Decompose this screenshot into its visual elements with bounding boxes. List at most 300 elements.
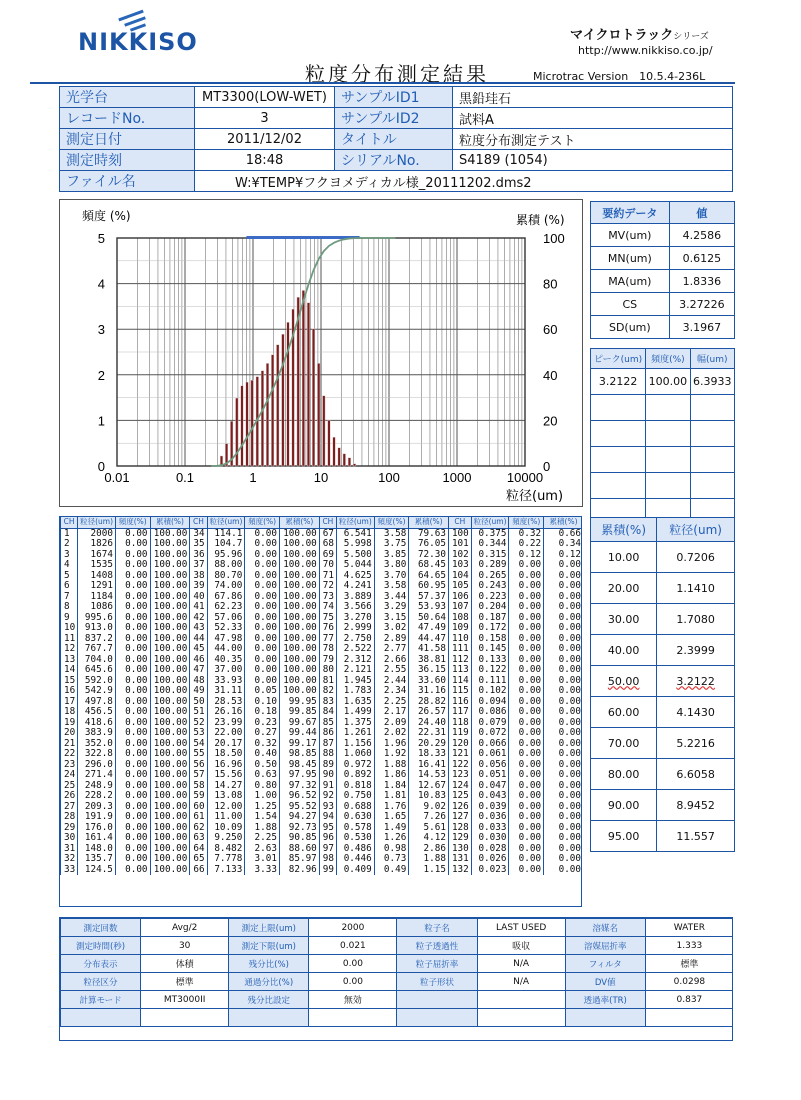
table-cell: 0.00 (115, 865, 150, 876)
histogram-bar (328, 420, 331, 466)
table-cell: 2.63 (245, 844, 280, 855)
histogram-bar (241, 386, 244, 466)
table-cell: 3.33 (245, 865, 280, 876)
histogram-bar (343, 454, 346, 466)
file-value: W:¥TEMP¥フクヨメディカル様_20111202.dms2 (195, 171, 733, 192)
table-cell: 418.6 (78, 718, 116, 729)
table-cell: 100.00 (150, 728, 190, 739)
record-value: 3 (195, 108, 335, 129)
settings-value: Avg/2 (141, 919, 229, 937)
table-cell: 0.102 (471, 686, 509, 697)
table-cell: 0.00 (509, 613, 544, 624)
table-cell: 8.482 (207, 844, 245, 855)
summary-value: 1.8336 (669, 270, 734, 293)
table-cell: 37 (190, 560, 207, 571)
table-cell: 60.95 (409, 581, 449, 592)
table-cell: 97.32 (279, 781, 319, 792)
settings-label (229, 1009, 309, 1027)
table-cell: 0.00 (509, 655, 544, 666)
table-cell: 56 (190, 760, 207, 771)
table-cell: 0.49 (374, 865, 409, 876)
cumulative-h2: 粒径(um) (657, 518, 735, 542)
table-cell: 119 (448, 728, 471, 739)
table-cell: 16.96 (207, 760, 245, 771)
table-cell: 0.00 (245, 644, 280, 655)
table-row (61, 707, 583, 718)
table-cell: 121 (448, 749, 471, 760)
settings-row (61, 955, 734, 973)
title-label: タイトル (335, 129, 453, 150)
histogram-bar (246, 382, 249, 466)
table-cell: 0.00 (245, 655, 280, 666)
table-cell: 1826 (78, 539, 116, 550)
channel-header-cell: 累積(%) (409, 517, 449, 528)
table-cell: 15.56 (207, 770, 245, 781)
table-cell: 18.50 (207, 749, 245, 760)
settings-label: 通過分比(%) (229, 973, 309, 991)
table-cell: 59 (190, 791, 207, 802)
histogram-bar (338, 448, 341, 466)
table-cell: 13.08 (207, 791, 245, 802)
table-cell: 96 (319, 833, 336, 844)
table-cell: 0.00 (115, 802, 150, 813)
table-cell: 0.051 (471, 770, 509, 781)
table-cell: 0.023 (471, 865, 509, 876)
summary-label: SD(um) (591, 316, 670, 339)
table-cell: 100.00 (150, 592, 190, 603)
table-cell: 0.00 (245, 528, 280, 539)
cumulative-percent: 40.00 (591, 635, 657, 666)
table-cell: 0.22 (509, 539, 544, 550)
settings-label: 透過率(TR) (565, 991, 645, 1009)
table-cell: 33 (61, 865, 78, 876)
table-cell: 100.00 (279, 560, 319, 571)
table-cell: 1.375 (336, 718, 374, 729)
table-cell: 191.9 (78, 812, 116, 823)
settings-label: 粒子透過性 (397, 937, 477, 955)
table-cell: 0.00 (544, 613, 582, 624)
peak-row-empty (591, 395, 735, 421)
table-cell: 98.85 (279, 749, 319, 760)
table-cell: 100.00 (150, 602, 190, 613)
table-cell: 0.158 (471, 634, 509, 645)
table-cell: 100.00 (150, 613, 190, 624)
table-cell: 114 (448, 676, 471, 687)
peak-table (590, 348, 735, 525)
table-cell: 112 (448, 655, 471, 666)
table-cell: 61 (190, 812, 207, 823)
table-cell: 2.522 (336, 644, 374, 655)
table-cell: 2.55 (374, 665, 409, 676)
table-cell: 76.05 (409, 539, 449, 550)
table-cell: 100.00 (150, 571, 190, 582)
settings-value: 無効 (309, 991, 397, 1009)
table-cell: 41.58 (409, 644, 449, 655)
table-cell: 50.64 (409, 613, 449, 624)
table-cell: 0.315 (471, 550, 509, 561)
table-cell: 67 (319, 528, 336, 539)
table-cell: 0.00 (245, 665, 280, 676)
table-cell: 9.250 (207, 833, 245, 844)
table-cell: 100.00 (150, 581, 190, 592)
table-cell: 0.00 (115, 707, 150, 718)
y2-tick-label: 20 (543, 413, 558, 429)
table-cell: 19 (61, 718, 78, 729)
table-cell: 0.00 (115, 655, 150, 666)
channel-header-cell: CH (319, 517, 336, 528)
table-cell: 10 (61, 623, 78, 634)
table-cell: 0.00 (509, 634, 544, 645)
table-cell: 0.00 (509, 718, 544, 729)
cumulative-row (591, 604, 735, 635)
histogram-bar (302, 290, 305, 466)
cumulative-row (591, 666, 735, 697)
settings-value: 1.333 (645, 937, 733, 955)
table-cell: 1.635 (336, 697, 374, 708)
table-cell: 2.25 (245, 833, 280, 844)
table-cell: 1.25 (245, 802, 280, 813)
cumulative-percent: 10.00 (591, 542, 657, 573)
table-cell: 0.00 (509, 665, 544, 676)
settings-value: 0.0298 (645, 973, 733, 991)
table-cell: 88.00 (207, 560, 245, 571)
table-cell: 91 (319, 781, 336, 792)
table-cell: 36 (190, 550, 207, 561)
table-cell: 4.241 (336, 581, 374, 592)
table-cell: 248.9 (78, 781, 116, 792)
nikkiso-logo: NIKKISO (78, 28, 198, 56)
summary-value: 3.27226 (669, 293, 734, 316)
settings-label: 粒径区分 (61, 973, 141, 991)
table-cell: 2000 (78, 528, 116, 539)
left-axis-label: 頻度 (%) (82, 209, 131, 223)
table-cell: 704.0 (78, 655, 116, 666)
table-row (61, 623, 583, 634)
table-cell: 228.2 (78, 791, 116, 802)
table-cell: 0.00 (509, 644, 544, 655)
table-cell: 3.889 (336, 592, 374, 603)
y2-tick-label: 40 (543, 367, 558, 383)
table-cell: 125 (448, 791, 471, 802)
cumulative-size: 2.3999 (657, 635, 735, 666)
info-table (59, 86, 733, 192)
settings-label: 溶媒屈折率 (565, 937, 645, 955)
cumulative-row (591, 573, 735, 604)
table-cell: 100.00 (279, 644, 319, 655)
summary-row (591, 270, 735, 293)
y2-tick-label: 100 (543, 231, 565, 246)
table-cell: 124 (448, 781, 471, 792)
table-cell: 7.26 (409, 812, 449, 823)
brand-main: マイクロトラック (570, 28, 674, 43)
table-cell: 0.00 (544, 686, 582, 697)
table-cell: 44 (190, 634, 207, 645)
table-cell: 0.972 (336, 760, 374, 771)
table-cell: 82.96 (279, 865, 319, 876)
table-cell: 0.23 (245, 718, 280, 729)
settings-value: 吸収 (477, 937, 565, 955)
settings-label: 粒子名 (397, 919, 477, 937)
table-cell: 0.00 (245, 581, 280, 592)
channel-header-cell: CH (61, 517, 78, 528)
table-cell: 0.688 (336, 802, 374, 813)
cumulative-percent: 80.00 (591, 759, 657, 790)
table-cell: 47.98 (207, 634, 245, 645)
table-cell: 0.00 (544, 802, 582, 813)
x-tick-label: 100 (378, 470, 400, 485)
table-cell: 108 (448, 613, 471, 624)
table-cell: 94.27 (279, 812, 319, 823)
histogram-bar (236, 398, 239, 466)
channel-header-cell: CH (448, 517, 471, 528)
settings-label: 測定上限(um) (229, 919, 309, 937)
table-cell: 0.00 (544, 760, 582, 771)
settings-value: MT3000II (141, 991, 229, 1009)
table-cell: 0.00 (509, 802, 544, 813)
table-cell: 1184 (78, 592, 116, 603)
table-cell: 0.05 (245, 686, 280, 697)
table-cell: 117 (448, 707, 471, 718)
table-cell: 0.00 (509, 697, 544, 708)
table-cell: 1.81 (374, 791, 409, 802)
table-cell: 100.00 (279, 539, 319, 550)
table-row (61, 770, 583, 781)
table-cell: 44.47 (409, 634, 449, 645)
table-cell: 383.9 (78, 728, 116, 739)
table-cell: 0.145 (471, 644, 509, 655)
table-cell: 97 (319, 844, 336, 855)
table-cell: 0.00 (544, 665, 582, 676)
table-cell: 0.00 (245, 592, 280, 603)
y-tick-label: 3 (97, 322, 105, 338)
x-tick-label: 10 (313, 470, 329, 485)
table-cell: 352.0 (78, 739, 116, 750)
table-cell: 100.00 (150, 665, 190, 676)
table-cell: 0.223 (471, 592, 509, 603)
table-cell: 100.00 (150, 739, 190, 750)
table-cell: 100.00 (150, 697, 190, 708)
table-cell: 0.00 (509, 560, 544, 571)
cumulative-size: 8.9452 (657, 790, 735, 821)
optics-label: 光学台 (60, 87, 195, 108)
table-cell: 0.00 (509, 770, 544, 781)
table-cell: 0.056 (471, 760, 509, 771)
table-cell: 0.00 (544, 634, 582, 645)
channel-header-cell: 累積(%) (279, 517, 319, 528)
table-cell: 296.0 (78, 760, 116, 771)
table-cell: 77 (319, 634, 336, 645)
table-cell: 15 (61, 676, 78, 687)
table-cell: 1 (61, 528, 78, 539)
table-cell: 90 (319, 770, 336, 781)
summary-body (591, 224, 735, 339)
cumulative-body (591, 542, 735, 852)
table-cell: 14 (61, 665, 78, 676)
table-cell: 26.16 (207, 707, 245, 718)
table-cell: 118 (448, 718, 471, 729)
table-cell: 0.00 (544, 749, 582, 760)
table-cell: 2.121 (336, 665, 374, 676)
table-cell: 11 (61, 634, 78, 645)
table-cell: 99.85 (279, 707, 319, 718)
table-cell: 105 (448, 581, 471, 592)
table-cell: 0.00 (544, 560, 582, 571)
table-cell: 0.00 (115, 833, 150, 844)
table-cell: 64.65 (409, 571, 449, 582)
table-cell: 0.10 (245, 697, 280, 708)
table-cell: 52.33 (207, 623, 245, 634)
table-cell: 3.01 (245, 854, 280, 865)
table-cell: 100.00 (279, 634, 319, 645)
summary-header (591, 202, 735, 224)
time-value: 18:48 (195, 150, 335, 171)
table-cell: 104 (448, 571, 471, 582)
table-cell: 0.00 (115, 623, 150, 634)
settings-label: 測定時間(秒) (61, 937, 141, 955)
table-cell: 1.261 (336, 728, 374, 739)
table-cell: 0.80 (245, 781, 280, 792)
table-cell: 80.70 (207, 571, 245, 582)
table-cell: 100.00 (279, 686, 319, 697)
table-cell: 0.00 (509, 728, 544, 739)
table-cell: 100.00 (150, 760, 190, 771)
table-cell: 100.00 (150, 833, 190, 844)
table-cell: 0.033 (471, 823, 509, 834)
peak-h1: ピーク(um) (591, 349, 646, 369)
table-cell: 8 (61, 602, 78, 613)
settings-panel (59, 917, 733, 1041)
date-label: 測定日付 (60, 129, 195, 150)
table-cell: 0.00 (115, 791, 150, 802)
table-cell: 0.00 (509, 686, 544, 697)
table-cell: 1.88 (374, 760, 409, 771)
table-cell: 48 (190, 676, 207, 687)
time-label: 測定時刻 (60, 150, 195, 171)
table-cell: 100 (448, 528, 471, 539)
table-cell: 0.00 (544, 791, 582, 802)
table-cell: 20 (61, 728, 78, 739)
table-cell: 22 (61, 749, 78, 760)
channel-header-cell: 粒径(um) (207, 517, 245, 528)
y2-tick-label: 80 (543, 276, 558, 292)
table-row (61, 644, 583, 655)
settings-label (397, 1009, 477, 1027)
chart-svg (60, 200, 582, 506)
settings-value (477, 1009, 565, 1027)
table-cell: 0.32 (509, 528, 544, 539)
table-cell: 0.00 (245, 623, 280, 634)
peak-row (591, 369, 735, 395)
settings-label (61, 1009, 141, 1027)
table-cell: 26.57 (409, 707, 449, 718)
table-cell: 0.172 (471, 623, 509, 634)
table-cell: 645.6 (78, 665, 116, 676)
table-cell: 114.1 (207, 528, 245, 539)
table-cell: 3.58 (374, 528, 409, 539)
table-cell: 0.00 (509, 739, 544, 750)
table-cell: 18 (61, 707, 78, 718)
settings-row (61, 973, 734, 991)
table-cell: 3.80 (374, 560, 409, 571)
summary-row (591, 293, 735, 316)
table-cell: 0.63 (245, 770, 280, 781)
table-cell: 0.32 (245, 739, 280, 750)
table-cell: 75 (319, 613, 336, 624)
table-cell: 51 (190, 707, 207, 718)
table-cell: 85 (319, 718, 336, 729)
table-cell: 116 (448, 697, 471, 708)
settings-label: 測定回数 (61, 919, 141, 937)
table-cell: 28.53 (207, 697, 245, 708)
settings-value: 0.837 (645, 991, 733, 1009)
peak-value-size: 3.2122 (591, 369, 646, 395)
table-cell: 22.00 (207, 728, 245, 739)
table-cell: 49 (190, 686, 207, 697)
histogram-bar (282, 334, 285, 466)
brand-suffix: シリーズ (673, 32, 709, 42)
channel-header-cell: 頻度(%) (509, 517, 544, 528)
cumulative-row (591, 821, 735, 852)
table-cell: 0.34 (544, 539, 582, 550)
table-cell: 1674 (78, 550, 116, 561)
table-cell: 100.00 (279, 602, 319, 613)
table-cell: 10.09 (207, 823, 245, 834)
table-cell: 55 (190, 749, 207, 760)
summary-value: 3.1967 (669, 316, 734, 339)
table-cell: 99.67 (279, 718, 319, 729)
table-cell: 84 (319, 707, 336, 718)
table-cell: 88 (319, 749, 336, 760)
table-cell: 5.998 (336, 539, 374, 550)
settings-value: LAST USED (477, 919, 565, 937)
table-cell: 0.00 (115, 686, 150, 697)
cumulative-size: 1.1410 (657, 573, 735, 604)
cumulative-size: 11.557 (657, 821, 735, 852)
table-cell: 1.156 (336, 739, 374, 750)
table-cell: 0.00 (115, 571, 150, 582)
cumulative-row (591, 697, 735, 728)
table-cell: 0.00 (115, 770, 150, 781)
y-tick-label: 1 (97, 413, 105, 429)
cumulative-percent: 70.00 (591, 728, 657, 759)
table-cell: 94 (319, 812, 336, 823)
table-cell: 1408 (78, 571, 116, 582)
table-cell: 100.00 (279, 665, 319, 676)
version-text: Microtrac Version 10.5.4-236L (533, 70, 706, 83)
table-cell: 0.00 (509, 571, 544, 582)
table-cell: 161.4 (78, 833, 116, 844)
table-cell: 0.00 (245, 676, 280, 687)
table-cell: 124.5 (78, 865, 116, 876)
channel-header-cell: 粒径(um) (471, 517, 509, 528)
peak-row-empty (591, 473, 735, 499)
table-cell: 97.95 (279, 770, 319, 781)
table-cell: 0.00 (509, 854, 544, 865)
table-cell: 2.17 (374, 707, 409, 718)
table-cell: 31.16 (409, 686, 449, 697)
table-cell: 1.92 (374, 749, 409, 760)
table-cell: 44.00 (207, 644, 245, 655)
table-cell: 53.93 (409, 602, 449, 613)
table-cell: 100.00 (150, 844, 190, 855)
table-cell: 209.3 (78, 802, 116, 813)
settings-value: 標準 (141, 973, 229, 991)
table-cell: 0.00 (115, 581, 150, 592)
table-cell: 2.312 (336, 655, 374, 666)
table-cell: 130 (448, 844, 471, 855)
channel-table (60, 517, 582, 875)
optics-value: MT3300(LOW-WET) (195, 87, 335, 108)
